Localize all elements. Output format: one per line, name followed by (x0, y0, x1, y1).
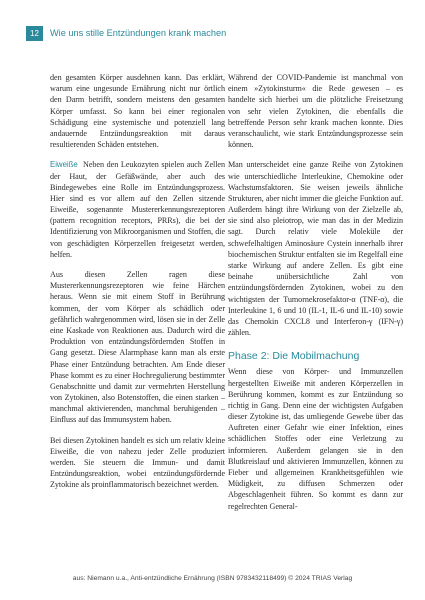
left-column (50, 72, 225, 500)
paragraph: Aus diesen Zellen ragen diese Mustererkennungsrezeptoren wie feine Härchen heraus. Wenn sie mit einem Stoff in Berührung kommen, der vom Körper als schädlich oder gefährlich wahrgenommen wird, lösen sie in der Zelle eine Kaskade von Reaktionen aus. Dadurch wird die Produktion von entzündungsfördernden Stoffen in Gang gesetzt. Diese Alarmphase kann man als erste Phase einer Entzündung betrachten. Am Ende dieser Phase kommt es zu einer Hochregulierung bestimmter Genabschnitte und damit zur vermehrten Herstellung von Zytokinen, also Botenstoffen, die einen starken – manchmal aktivierenden, manchmal beruhigenden – Einfluss auf das Immunsystem haben. (50, 270, 225, 425)
paragraph: Wenn diese von Körper- und Immunzellen hergestellten Eiweiße mit anderen Körperzellen in Berührung kommen, kommt es zur Entzündung so richtig in Gang. Denn eine der wichtigsten Aufgaben dieser Zytokine ist, das umliegende Gewebe über das Auftreten einer Gefahr wie einer Infektion, eines schädlichen Stoffes oder eine Verletzung zu informieren. Außerdem gelangen sie in den Blutkreislauf und aktivieren Immunzellen, können zu Fieber und allgemeinen Krankheitsgefühlen wie Müdigkeit, zu diffusen Schmerzen oder Abgeschlagenheit führen. So kommt es dann zur regelrechten General- (228, 367, 403, 511)
section-heading: Phase 2: Die Mobilmachung (228, 350, 360, 363)
paragraph: den gesamten Körper ausdehnen kann. Das erklärt, warum eine ungesunde Ernährung nicht nur örtlich den Darm betrifft, sondern meistens den gesamten Körper umfasst. So kann bei einer regionalen Schädigung eine systemische und potenziell lang andauernde Entzündungsreaktion mit daraus resultierenden Schäden entstehen. (50, 73, 225, 150)
paragraph: Man unterscheidet eine ganze Reihe von Zytokinen wie unterschiedliche Interleukine, Chemokine oder Wachstumsfaktoren. Sie weisen jeweils ähnliche Strukturen, aber nicht immer die gleiche Funktion auf. Außerdem hängt ihre Wirkung von der Zielzelle ab, sie sind also pleiotrop, wie man das in der Medizin sagt. Durch relativ viele Moleküle der schwefelhaltigen Aminosäure Cystein innerhalb ihrer biochemischen Struktur entfalten sie im Regelfall eine starke Wirkung auf andere Zellen. Es gibt eine beinahe unübersichtliche Zahl von entzündungsfördernden Zytokinen, wobei zu den wichtigsten der Tumornekrosefaktor-α (TNF-α), die Interleukine 1, 6 und 10 (IL-1, IL-6 und IL-10) sowie das Chemokin CXCL8 und Interferon-γ (IFN-γ) zählen. (228, 160, 403, 338)
page-number: 12 (26, 26, 43, 41)
running-title: Wie uns stille Entzündungen krank machen (50, 28, 227, 38)
paragraph-eiweisse (50, 159, 225, 260)
inline-heading: Eiweiße (50, 160, 78, 170)
paragraph-text: Neben den Leukozyten spielen auch Zellen der Haut, der Gefäßwände, aber auch des Bindegewebes eine Rolle im Entzündungsprozess. Hier sind es vor allem auf den Zellen sitzende Eiweiße, sogenannte Mustererkennungsrezeptoren (pattern recognition receptors, PRRs), die bei der Identifizierung von Mikroorganismen und Stoffen, die von geschädigten Körperzellen freigesetzt werden, helfen. (50, 160, 225, 259)
right-column (228, 72, 403, 521)
paragraph: Während der COVID-Pandemie ist manchmal von einem »Zytokinsturm« die Rede gewesen – es handelte sich hierbei um die plötzliche Freisetzung von sehr vielen Zytokinen, die ebenfalls die betreffende Person sehr krank machen konnte. Dies veranschaulicht, wie stark Entzündungsprozesse sein können. (228, 73, 403, 150)
paragraph: Bei diesen Zytokinen handelt es sich um relativ kleine Eiweiße, die von nahezu jeder Zelle produziert werden. Sie steuern die Immun- und damit Entzündungsreaktion, wobei entzündungsfördernde Zytokine als proinflammatorisch bezeichnet werden. (50, 435, 225, 490)
footer-citation: aus: Niemann u.a., Anti-entzündliche Ernährung (ISBN 9783432118499) © 2024 TRIAS Verlag (72, 575, 353, 582)
